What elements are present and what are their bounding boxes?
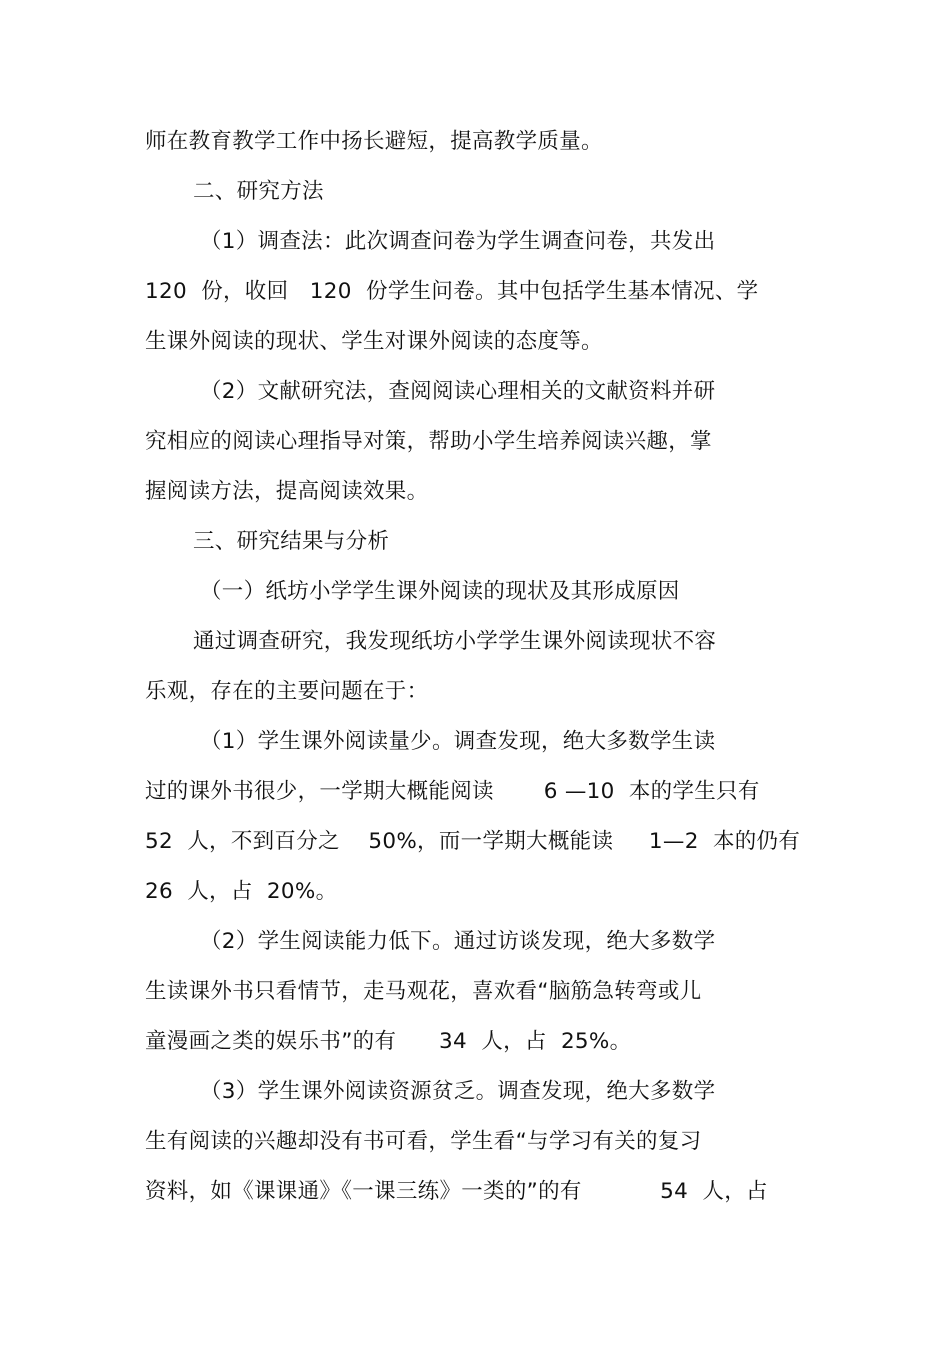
paragraph-literature-line-1: （2）文献研究法，查阅阅读心理相关的文献资料并研 [200,379,716,404]
paragraph-survey-line-1: （1）调查法：此次调查问卷为学生调查问卷，共发出 [200,229,716,254]
paragraph-item1-line-2: 过的课外书很少，一学期大概能阅读 6 —10 本的学生只有 [145,779,760,804]
paragraph-item3-line-1: （3）学生课外阅读资源贫乏。调查发现，绝大多数学 [200,1079,716,1104]
paragraph-item3-line-2: 生有阅读的兴趣却没有书可看，学生看“与学习有关的复习 [145,1129,702,1154]
paragraph-survey-line-3: 生课外阅读的现状、学生对课外阅读的态度等。 [145,329,603,354]
paragraph-item1-line-3: 52 人，不到百分之 50%，而一学期大概能读 1—2 本的仍有 [145,829,801,854]
paragraph-survey-line-2: 120 份，收回 120 份学生问卷。其中包括学生基本情况、学 [145,279,759,304]
text-line-1: 师在教育教学工作中扬长避短，提高教学质量。 [145,129,603,154]
paragraph-item1-line-4: 26 人，占 20%。 [145,879,338,904]
paragraph-findings-line-2: 乐观，存在的主要问题在于： [145,679,429,704]
subsection-heading-1: （一）纸坊小学学生课外阅读的现状及其形成原因 [200,579,680,604]
paragraph-findings-line-1: 通过调查研究，我发现纸坊小学学生课外阅读现状不容 [193,629,717,654]
paragraph-item3-line-3: 资料，如《课课通》《一课三练》一类的”的有 54 人，占 [145,1179,768,1204]
paragraph-literature-line-2: 究相应的阅读心理指导对策，帮助小学生培养阅读兴趣，掌 [145,429,712,454]
section-heading-2: 二、研究方法 [193,179,324,204]
paragraph-item2-line-3: 童漫画之类的娱乐书”的有 34 人，占 25%。 [145,1029,632,1054]
paragraph-item2-line-2: 生读课外书只看情节，走马观花，喜欢看“脑筋急转弯或儿 [145,979,702,1004]
paragraph-literature-line-3: 握阅读方法，提高阅读效果。 [145,479,429,504]
paragraph-item2-line-1: （2）学生阅读能力低下。通过访谈发现，绝大多数学 [200,929,716,954]
section-heading-3: 三、研究结果与分析 [193,529,390,554]
paragraph-item1-line-1: （1）学生课外阅读量少。调查发现，绝大多数学生读 [200,729,716,754]
